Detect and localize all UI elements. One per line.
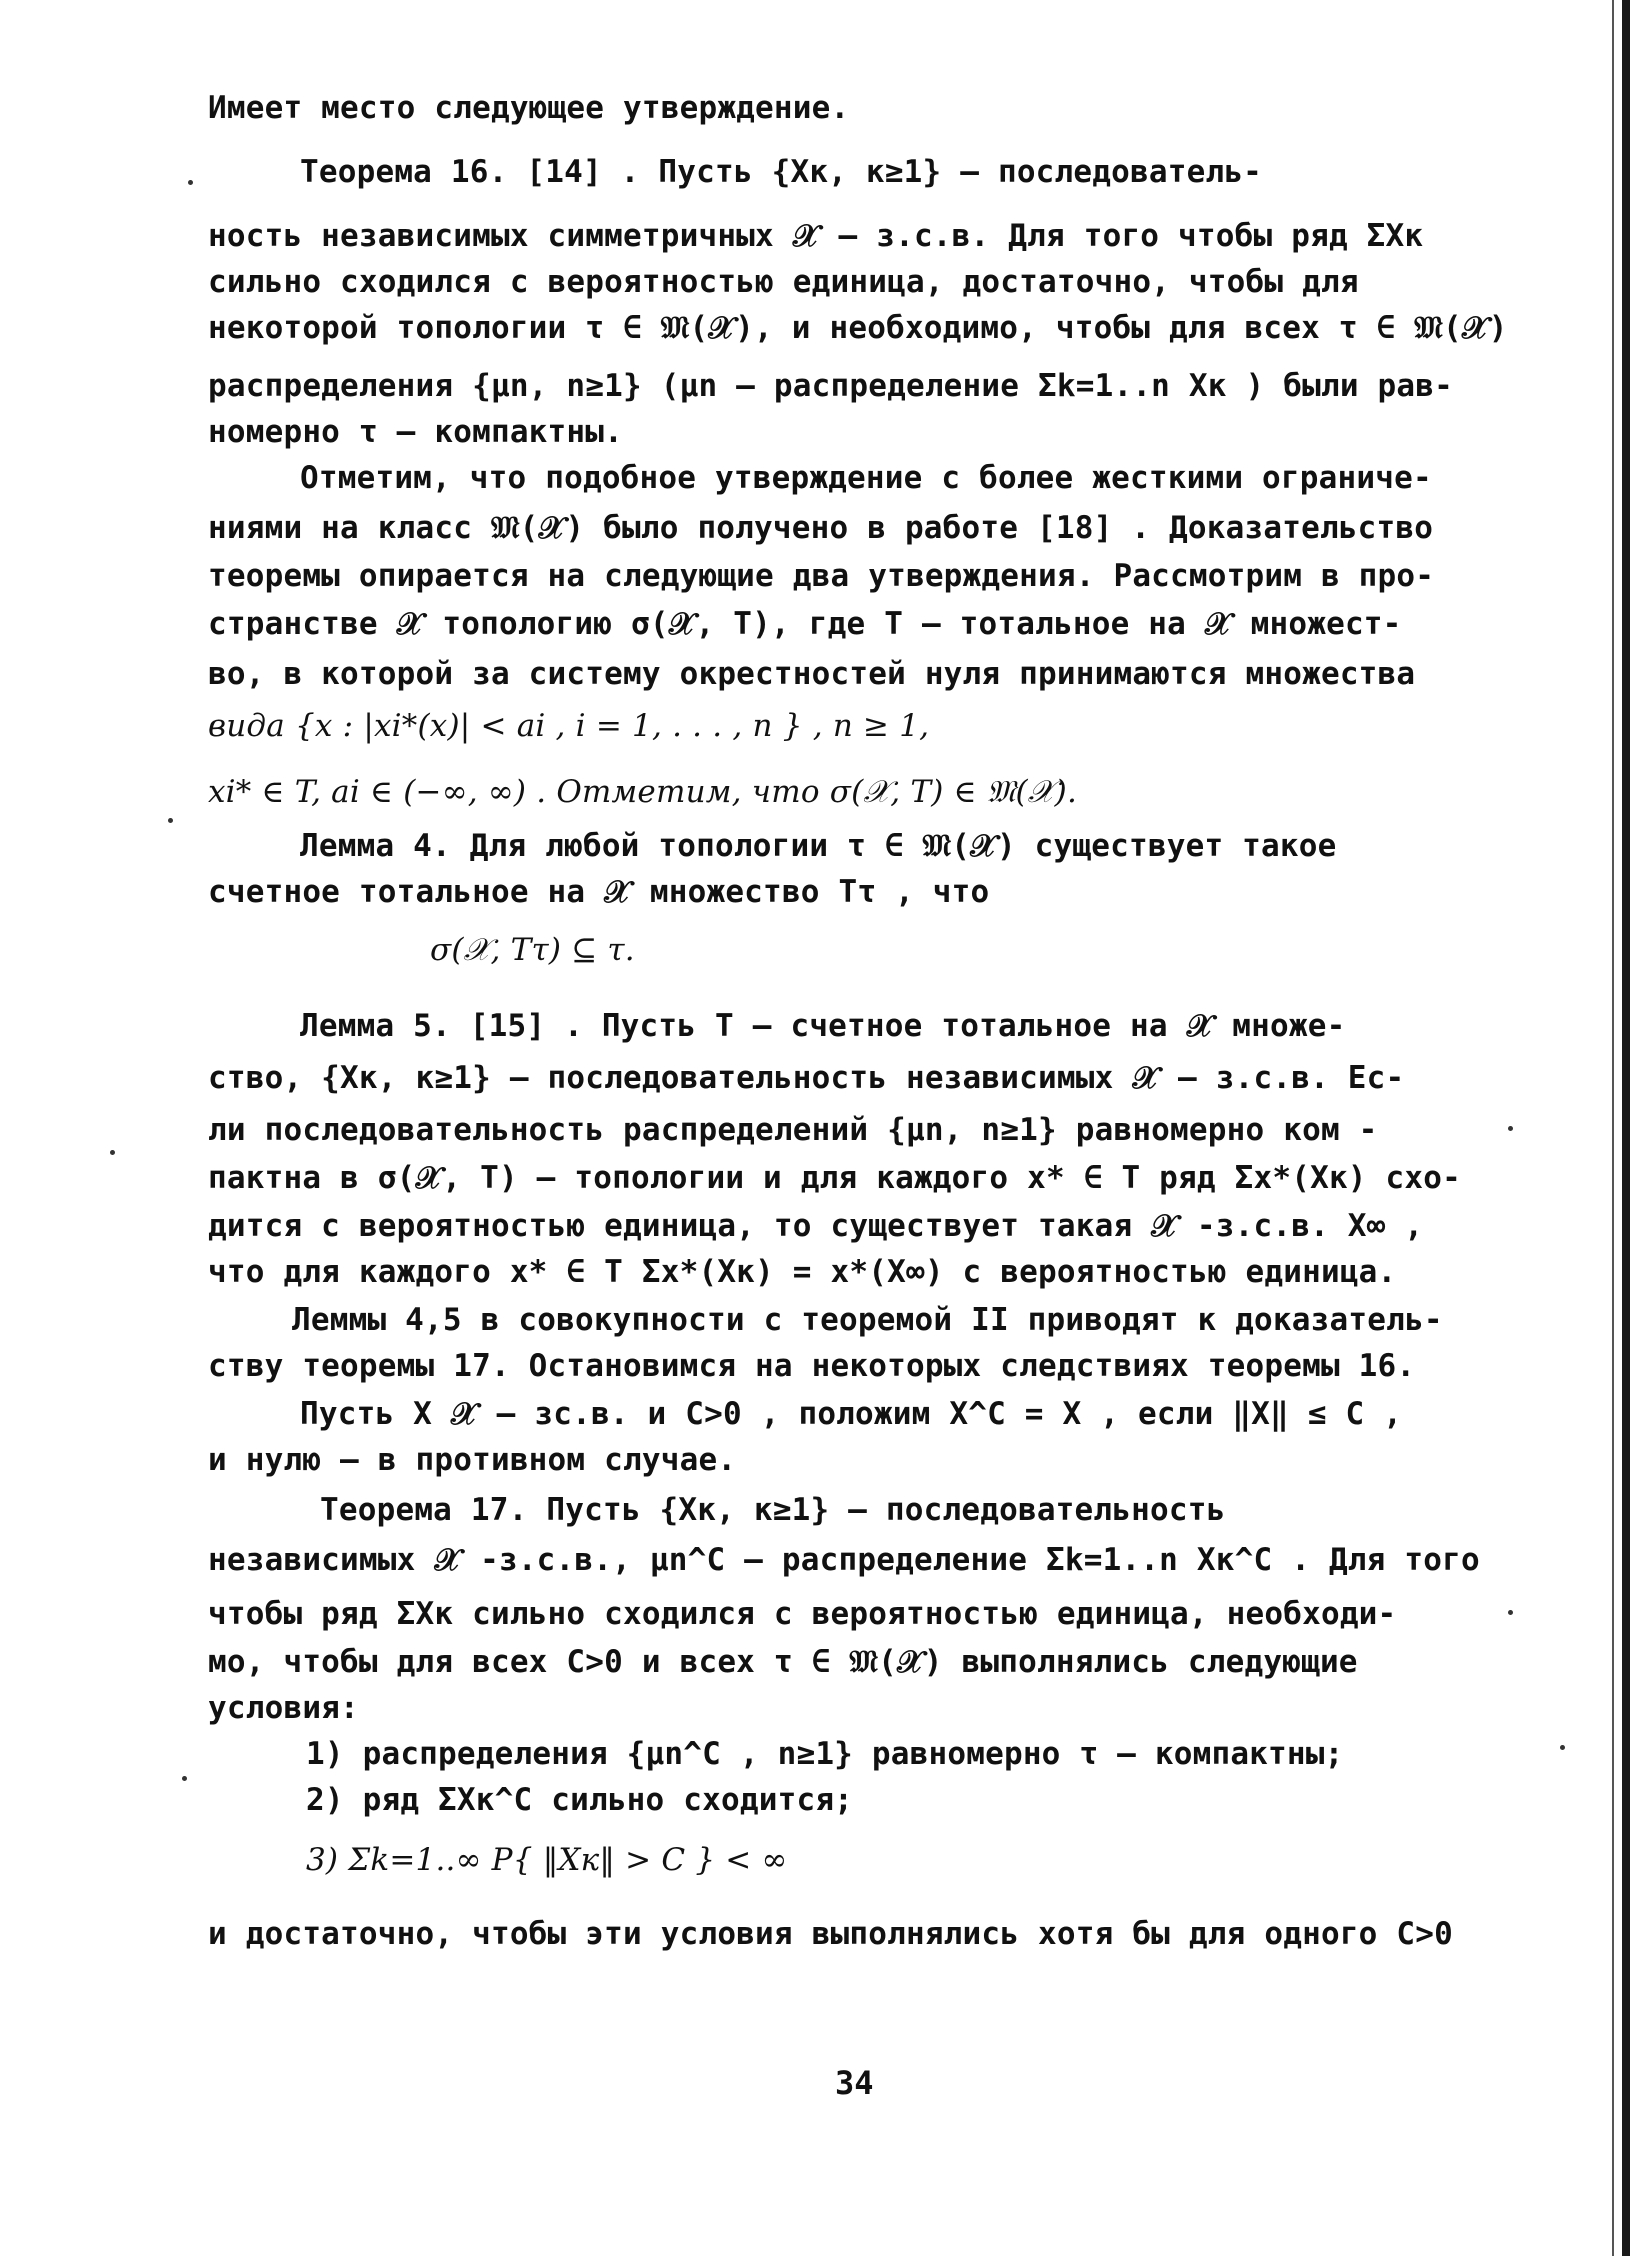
- text-line-30: чтобы ряд ΣXк сильно сходился с вероятностью единица, необходи-: [208, 1596, 1397, 1632]
- formula-line-17: σ(𝒳, Tτ) ⊆ τ.: [430, 932, 635, 968]
- text-line-31: мо, чтобы для всех C>0 и всех τ ∈ 𝔐(𝒳) выполнялись следующие: [208, 1644, 1358, 1680]
- theorem-16-heading: Теорема 16. [14] . Пусть {Xк, к≥1} – последователь-: [300, 154, 1263, 190]
- text-line-36: и достаточно, чтобы эти условия выполнялись хотя бы для одного C>0: [208, 1916, 1453, 1952]
- text-line-7: номерно τ – компактны.: [208, 414, 623, 450]
- text-line-22: дится с вероятностью единица, то существует такая 𝒳 -з.с.в. X∞ ,: [208, 1208, 1424, 1244]
- lemma-5-heading: Лемма 5. [15] . Пусть T – счетное тотальное на 𝒳 множе-: [300, 1008, 1346, 1044]
- text-line-6: распределения {μn, n≥1} (μn – распределение Σk=1..n Xк ) были рав-: [208, 368, 1453, 404]
- scan-speck: [168, 818, 173, 823]
- text-line-10: теоремы опирается на следующие два утверждения. Рассмотрим в про-: [208, 558, 1435, 594]
- text-line-12: во, в которой за систему окрестностей нуля принимаются множества: [208, 656, 1416, 692]
- theorem-17-heading: Теорема 17. Пусть {Xк, к≥1} – последовательность: [320, 1492, 1226, 1528]
- text-line-19: ство, {Xк, к≥1} – последовательность независимых 𝒳 – з.с.в. Ес-: [208, 1060, 1405, 1096]
- scan-speck: [1508, 1610, 1513, 1615]
- condition-3: 3) Σk=1..∞ P{ ‖Xк‖ > C } < ∞: [306, 1842, 788, 1878]
- condition-2: 2) ряд ΣXк^C сильно сходится;: [306, 1782, 854, 1818]
- text-line-27: и нулю – в противном случае.: [208, 1442, 737, 1478]
- scan-speck: [182, 1776, 187, 1781]
- page-number: 34: [835, 2064, 874, 2102]
- text-line-25: ству теоремы 17. Остановимся на некоторых следствиях теоремы 16.: [208, 1348, 1416, 1384]
- lemma-4-heading: Лемма 4. Для любой топологии τ ∈ 𝔐(𝒳) существует такое: [300, 828, 1337, 864]
- text-line-32: условия:: [208, 1690, 359, 1726]
- text-line-8: Отметим, что подобное утверждение с более жесткими ограниче-: [300, 460, 1432, 496]
- text-line-26: Пусть X 𝒳 – зс.в. и C>0 , положим X^C = X , если ‖X‖ ≤ C ,: [300, 1396, 1403, 1432]
- scan-edge-thin: [1612, 0, 1614, 2256]
- formula-line-13: вида {x : |xi*(x)| < ai , i = 1, . . . , n } , n ≥ 1,: [208, 708, 930, 744]
- text-line-9: ниями на класс 𝔐(𝒳) было получено в работе [18] . Доказательство: [208, 510, 1434, 546]
- text-line-20: ли последовательность распределений {μn, n≥1} равномерно ком -: [208, 1112, 1378, 1148]
- scan-speck: [1508, 1126, 1513, 1131]
- text-line-29: независимых 𝒳 -з.с.в., μn^C – распределение Σk=1..n Xк^C . Для того: [208, 1542, 1480, 1578]
- text-line-21: пактна в σ(𝒳, T) – топологии и для каждого x* ∈ T ряд Σx*(Xк) схо-: [208, 1160, 1461, 1196]
- text-line-4: сильно сходился с вероятностью единица, достаточно, чтобы для: [208, 264, 1359, 300]
- formula-line-14: xi* ∈ T, ai ∈ (−∞, ∞) . Отметим, что σ(𝒳, T) ∈ 𝔐(𝒳).: [208, 774, 1078, 810]
- scan-edge: [1622, 0, 1630, 2256]
- text-line-1: Имеет место следующее утверждение.: [208, 90, 850, 126]
- condition-1: 1) распределения {μn^C , n≥1} равномерно τ – компактны;: [306, 1736, 1344, 1772]
- text-line-5: некоторой топологии τ ∈ 𝔐(𝒳), и необходимо, чтобы для всех τ ∈ 𝔐(𝒳): [208, 310, 1508, 346]
- text-line-3: ность независимых симметричных 𝒳 – з.с.в. Для того чтобы ряд ΣXк: [208, 218, 1424, 254]
- text-line-24: Леммы 4,5 в совокупности с теоремой II приводят к доказатель-: [292, 1302, 1443, 1338]
- scan-speck: [188, 180, 193, 185]
- scan-speck: [1560, 1745, 1565, 1750]
- scan-speck: [110, 1150, 115, 1155]
- text-line-11: странстве 𝒳 топологию σ(𝒳, T), где T – тотальное на 𝒳 множест-: [208, 606, 1402, 642]
- text-line-23: что для каждого x* ∈ T Σx*(Xк) = x*(X∞) с вероятностью единица.: [208, 1254, 1397, 1290]
- text-line-16: счетное тотальное на 𝒳 множество Tτ , что: [208, 874, 990, 910]
